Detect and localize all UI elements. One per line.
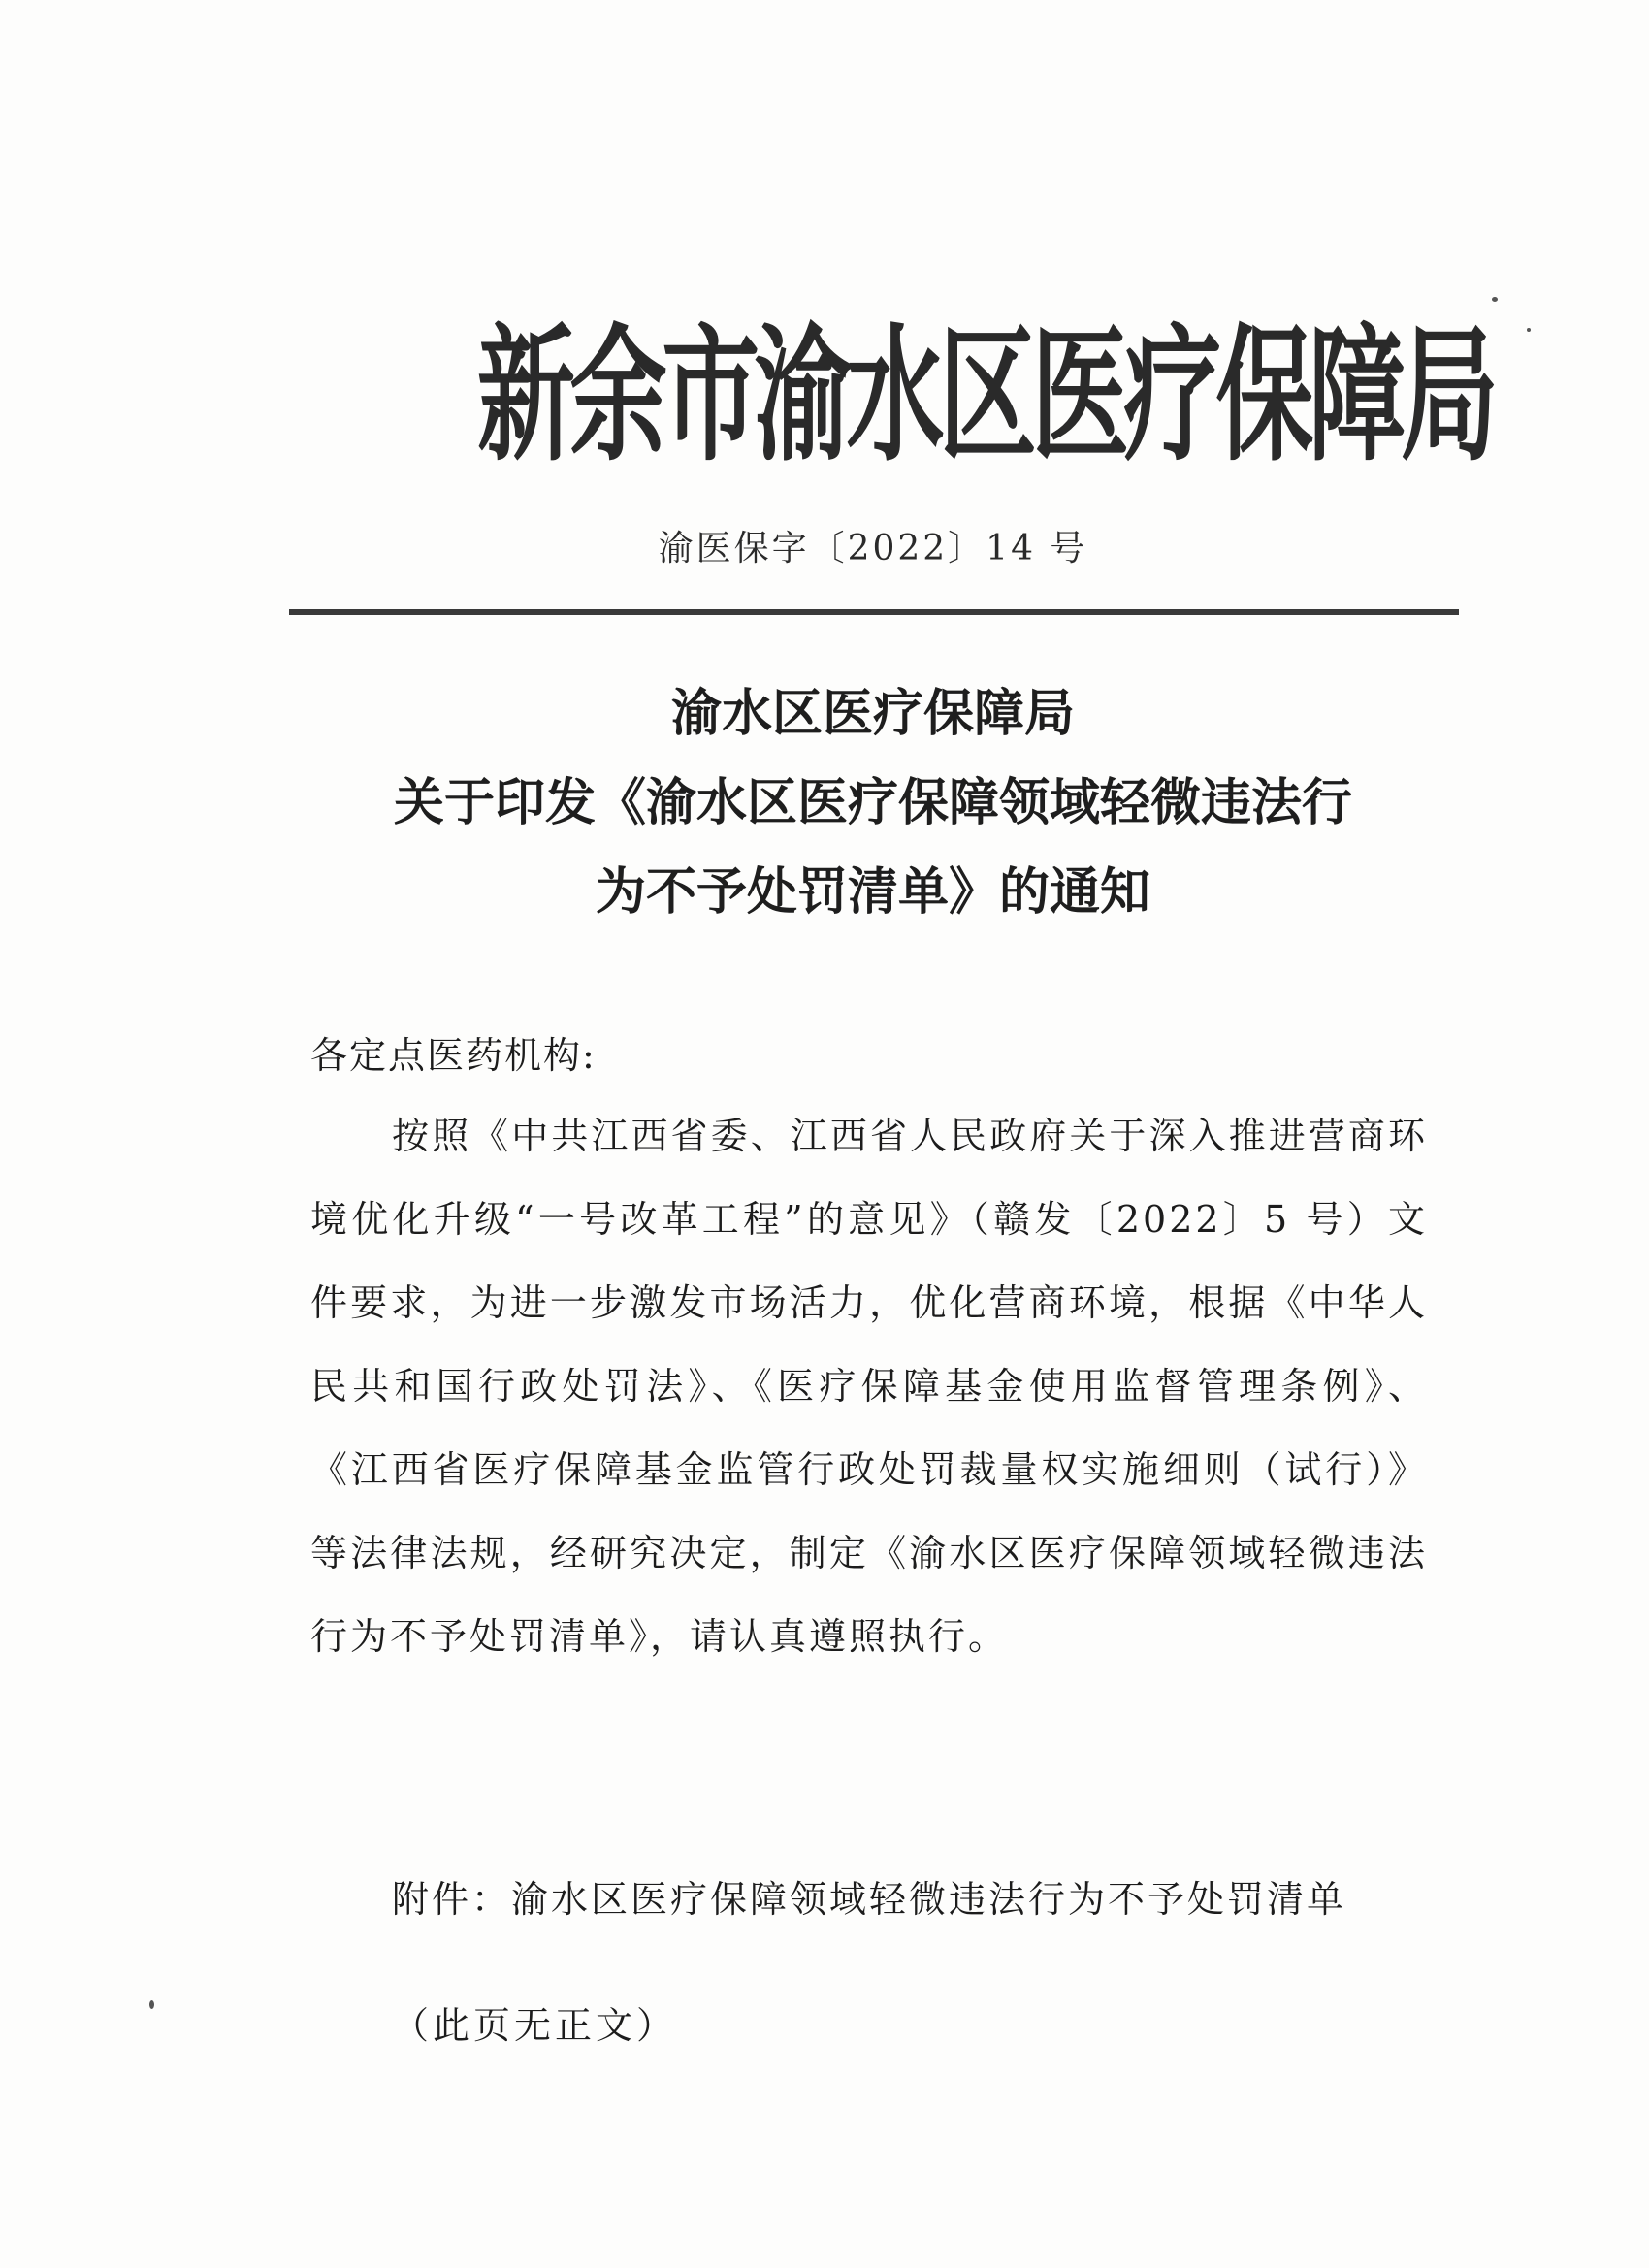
- header-divider: [289, 609, 1459, 615]
- scan-speck: [1492, 297, 1498, 302]
- title-line-1: 渝水区医疗保障局: [670, 685, 1075, 743]
- body-paragraph: 按照《中共江西省委、江西省人民政府关于深入推进营商环境优化升级“一号改革工程”的意见》（赣发〔2022〕5 号）文件要求，为进一步激发市场活力，优化营商环境，根据《中华人民共和国行政处罚法》、《医疗保障基金使用监督管理条例》、《江西省医疗保障基金监管行政处罚裁量权实施细则（试行）》等法律法规，经研究决定，制定《渝水区医疗保障领域轻微违法行为不予处罚清单》，请认真遵照执行。: [310, 1115, 1428, 1658]
- title-line-3: 为不予处罚清单》的通知: [595, 863, 1150, 922]
- agency-masthead: 新余市渝水区医疗保障局: [477, 310, 1494, 481]
- no-text-note: （此页无正文）: [392, 2004, 678, 2047]
- salutation: 各定点医药机构:: [310, 1034, 597, 1077]
- scan-speck: [149, 2000, 154, 2009]
- document-number: 渝医保字〔2022〕14 号: [658, 529, 1088, 568]
- scan-speck: [1527, 328, 1531, 332]
- attachment-line: 附件：渝水区医疗保障领域轻微违法行为不予处罚清单: [392, 1878, 1347, 1921]
- title-line-2: 关于印发《渝水区医疗保障领域轻微违法行: [393, 774, 1352, 832]
